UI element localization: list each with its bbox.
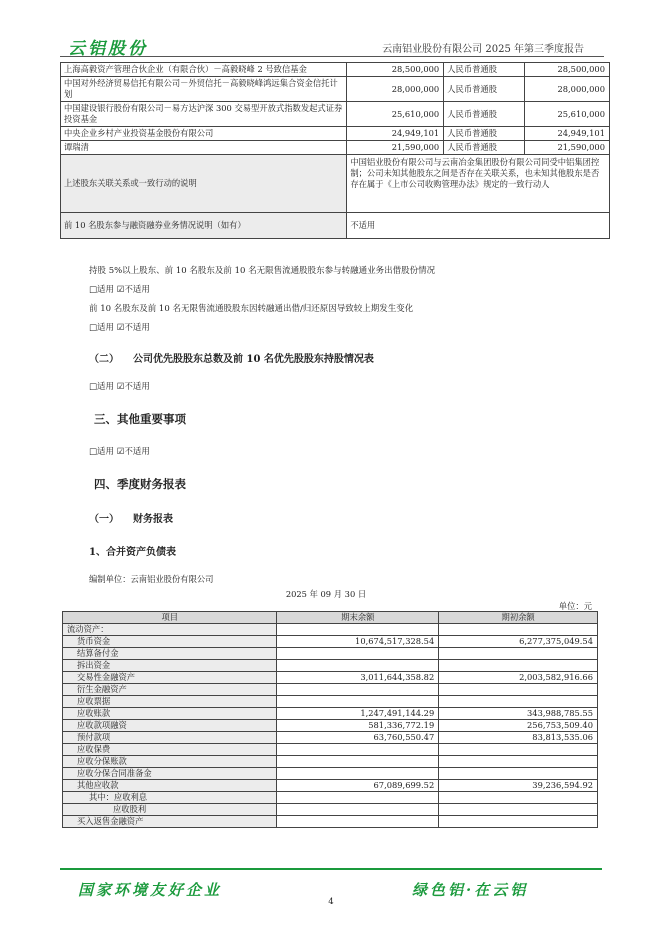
end-balance: 67,089,699.52 (277, 780, 439, 792)
page-number: 4 (328, 897, 334, 907)
share-type: 人民币普通股 (444, 102, 525, 127)
table-row (63, 804, 598, 816)
begin-balance (439, 624, 598, 636)
table-row (63, 792, 598, 804)
begin-balance (439, 816, 598, 828)
line-item: 结算备付金 (63, 648, 277, 660)
table-row (63, 696, 598, 708)
end-balance (277, 648, 439, 660)
begin-balance (439, 744, 598, 756)
shareholder-name: 中央企业乡村产业投资基金股份有限公司 (61, 127, 347, 141)
line-item: 买入返售金融资产 (63, 816, 277, 828)
line-item: 预付款项 (63, 732, 277, 744)
begin-balance: 256,753,509.40 (439, 720, 598, 732)
end-balance: 3,011,644,358.82 (277, 672, 439, 684)
table-row (63, 648, 598, 660)
table-row (63, 744, 598, 756)
column-header-begin-balance: 期初余额 (439, 612, 598, 624)
balance-sheet-heading: 1、合并资产负债表 (89, 547, 176, 558)
share-count: 25,610,000 (347, 102, 444, 127)
report-title: 云南铝业股份有限公司 2025 年第三季度报告 (382, 44, 584, 55)
table-row (61, 127, 610, 141)
end-balance (277, 624, 439, 636)
table-row (61, 213, 610, 239)
share-quantity: 28,000,000 (524, 77, 609, 102)
header-divider (60, 56, 604, 57)
share-quantity: 21,590,000 (524, 141, 609, 155)
share-type: 人民币普通股 (444, 141, 525, 155)
line-item: 应收分保合同准备金 (63, 768, 277, 780)
statements-subheading (89, 510, 173, 525)
relation-label: 上述股东关联关系或一致行动的说明 (61, 155, 347, 213)
share-count: 21,590,000 (347, 141, 444, 155)
line-item: 应收票据 (63, 696, 277, 708)
table-row (63, 624, 598, 636)
table-row (63, 708, 598, 720)
line-item: 应收保费 (63, 744, 277, 756)
applicable-checkbox-line: □适用 ☑不适用 (89, 285, 150, 295)
balance-sheet-table (62, 611, 598, 828)
column-header-end-balance: 期末余额 (277, 612, 439, 624)
heading-label: 公司优先股股东总数及前 10 名优先股股东持股情况表 (133, 354, 374, 365)
line-item: 应收分保账款 (63, 756, 277, 768)
begin-balance (439, 792, 598, 804)
begin-balance: 6,277,375,049.54 (439, 636, 598, 648)
currency-unit: 单位：元 (558, 601, 592, 611)
other-matters-heading: 三、其他重要事项 (94, 412, 186, 426)
begin-balance: 39,236,594.92 (439, 780, 598, 792)
footer-slogan-right: 绿色铝·在云铝 (412, 881, 529, 899)
share-quantity: 25,610,000 (524, 102, 609, 127)
begin-balance: 343,988,785.55 (439, 708, 598, 720)
table-row (61, 155, 610, 213)
shareholder-name: 中国对外经济贸易信托有限公司－外贸信托－高毅晓峰鸿远集合资金信托计划 (61, 77, 347, 102)
share-count: 28,000,000 (347, 77, 444, 102)
table-row (63, 720, 598, 732)
begin-balance (439, 684, 598, 696)
table-row (63, 732, 598, 744)
share-type: 人民币普通股 (444, 63, 525, 77)
shareholder-name: 上海高毅资产管理合伙企业（有限合伙）－高毅晓峰 2 号致信基金 (61, 63, 347, 77)
line-item: 应收账款 (63, 708, 277, 720)
top-shareholders-table (60, 62, 610, 239)
share-quantity: 28,500,000 (524, 63, 609, 77)
line-item: 其他应收款 (63, 780, 277, 792)
begin-balance (439, 660, 598, 672)
end-balance (277, 804, 439, 816)
end-balance (277, 792, 439, 804)
share-count: 24,949,101 (347, 127, 444, 141)
share-count: 28,500,000 (347, 63, 444, 77)
line-item: 应收款项融资 (63, 720, 277, 732)
line-item: 交易性金融资产 (63, 672, 277, 684)
table-row (63, 780, 598, 792)
share-quantity: 24,949,101 (524, 127, 609, 141)
end-balance (277, 660, 439, 672)
table-row (63, 636, 598, 648)
end-balance (277, 756, 439, 768)
applicable-checkbox-line: □适用 ☑不适用 (89, 447, 150, 457)
share-type: 人民币普通股 (444, 127, 525, 141)
line-item: 拆出资金 (63, 660, 277, 672)
compiler-unit: 编制单位：云南铝业股份有限公司 (89, 574, 214, 584)
line-item: 其中：应收利息 (63, 792, 277, 804)
table-row (61, 63, 610, 77)
footer-slogan-left: 国家环境友好企业 (78, 881, 223, 899)
begin-balance (439, 756, 598, 768)
begin-balance (439, 804, 598, 816)
preferred-shares-heading (89, 350, 374, 365)
shareholder-name: 中国建设银行股份有限公司－易方达沪深 300 交易型开放式指数发起式证券投资基金 (61, 102, 347, 127)
relation-description: 中国铝业股份有限公司与云南冶金集团股份有限公司同受中铝集团控制；公司未知其他股东之间是否存在关联关系，也未知其他股东是否存在属于《上市公司收购管理办法》规定的一致行动人 (347, 155, 610, 213)
applicable-checkbox-line: □适用 ☑不适用 (89, 323, 150, 333)
margin-trading-value: 不适用 (347, 213, 610, 239)
heading-label: 财务报表 (133, 514, 173, 525)
shareholder-name: 谭瑞清 (61, 141, 347, 155)
report-date: 2025 年 09 月 30 日 (285, 589, 367, 599)
table-row (63, 684, 598, 696)
financial-statements-heading: 四、季度财务报表 (94, 477, 186, 491)
change-paragraph: 前 10 名股东及前 10 名无限售流通股股东因转融通出借/归还原因导致较上期发生变化 (89, 304, 414, 314)
begin-balance: 83,813,535.06 (439, 732, 598, 744)
table-row (63, 672, 598, 684)
footer-divider (60, 868, 602, 870)
table-row (61, 102, 610, 127)
heading-number: （二） (89, 354, 119, 365)
margin-trading-label: 前 10 名股东参与融资融券业务情况说明（如有） (61, 213, 347, 239)
line-item: 货币资金 (63, 636, 277, 648)
end-balance (277, 684, 439, 696)
table-row (63, 768, 598, 780)
table-row (61, 77, 610, 102)
end-balance (277, 744, 439, 756)
begin-balance (439, 648, 598, 660)
line-item: 流动资产： (63, 624, 277, 636)
table-row (63, 816, 598, 828)
end-balance: 1,247,491,144.29 (277, 708, 439, 720)
line-item: 衍生金融资产 (63, 684, 277, 696)
begin-balance: 2,003,582,916.66 (439, 672, 598, 684)
end-balance: 581,336,772.19 (277, 720, 439, 732)
end-balance (277, 816, 439, 828)
table-header-row (63, 612, 598, 624)
table-row (61, 141, 610, 155)
end-balance (277, 696, 439, 708)
table-row (63, 660, 598, 672)
end-balance: 10,674,517,328.54 (277, 636, 439, 648)
line-item: 应收股利 (63, 804, 277, 816)
table-row (63, 756, 598, 768)
begin-balance (439, 768, 598, 780)
heading-number: （一） (89, 514, 119, 525)
company-logo: 云铝股份 (68, 39, 148, 59)
share-type: 人民币普通股 (444, 77, 525, 102)
applicable-checkbox-line: □适用 ☑不适用 (89, 382, 150, 392)
end-balance: 63,760,550.47 (277, 732, 439, 744)
end-balance (277, 768, 439, 780)
lending-paragraph: 持股 5%以上股东、前 10 名股东及前 10 名无限售流通股股东参与转融通业务出借股份情况 (89, 266, 436, 276)
column-header-item: 项目 (63, 612, 277, 624)
begin-balance (439, 696, 598, 708)
